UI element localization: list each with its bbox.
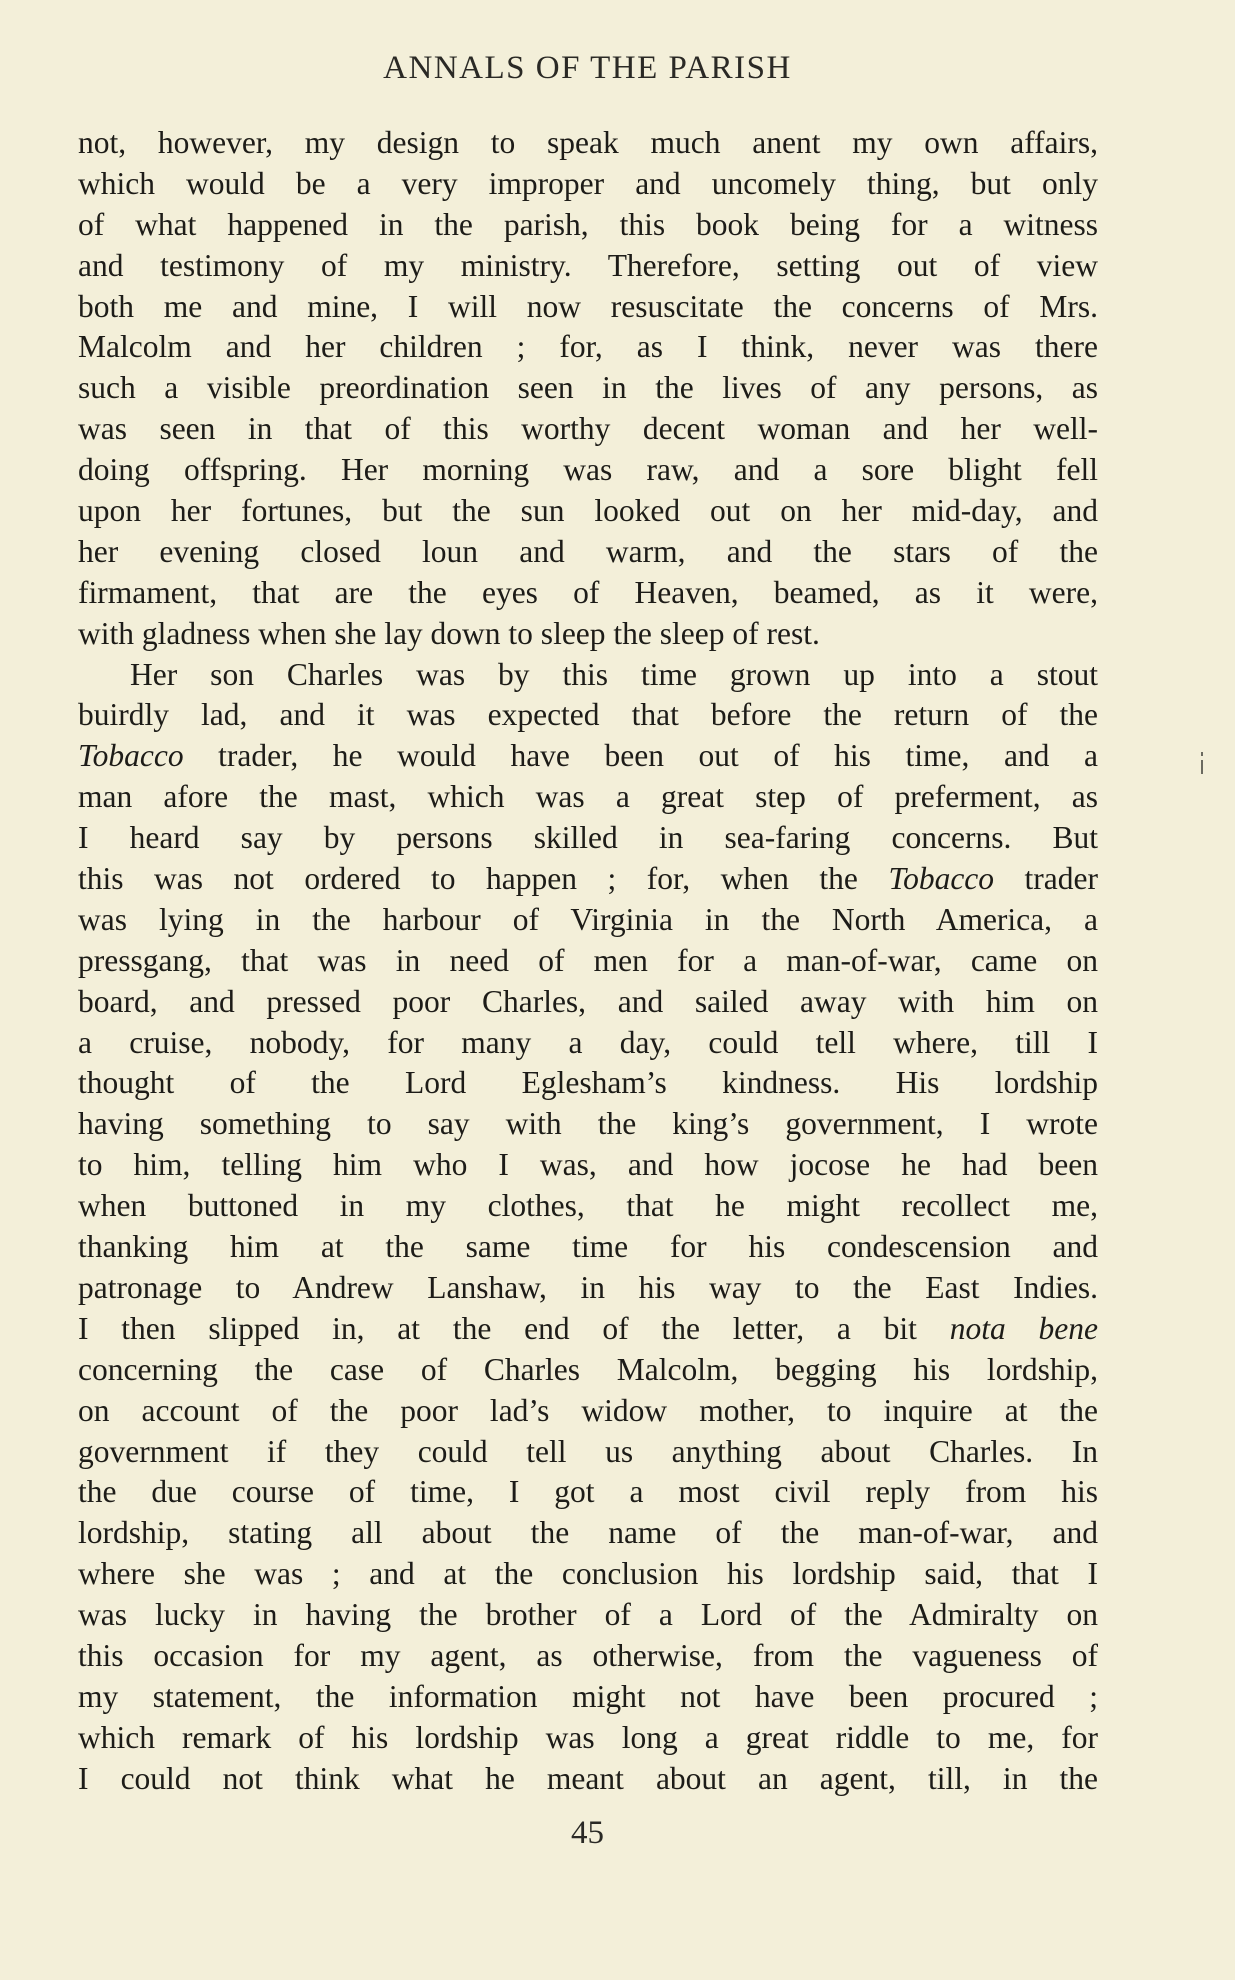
text-line	[78, 1268, 1098, 1309]
text-line	[78, 1023, 1098, 1064]
text-line	[78, 1186, 1098, 1227]
text-line	[78, 859, 1098, 900]
text-segment: having something to say with the king’s government, I wrote	[78, 1106, 1098, 1142]
text-segment: my statement, the information might not have been procured ;	[78, 1678, 1098, 1714]
text-segment: doing offspring. Her morning was raw, and a sore blight fell	[78, 452, 1098, 488]
text-segment: not, however, my design to speak much anent my own affairs,	[78, 125, 1098, 160]
text-line	[78, 1432, 1098, 1473]
text-line	[78, 614, 1098, 655]
text-segment: concerning the case of Charles Malcolm, begging his lordship,	[78, 1351, 1098, 1387]
text-segment: her evening closed loun and warm, and the stars of the	[78, 533, 1098, 569]
text-line	[78, 1718, 1098, 1759]
running-head: ANNALS OF THE PARISH	[383, 50, 792, 86]
text-line	[78, 1104, 1098, 1145]
text-segment: I heard say by persons skilled in sea-faring concerns. But	[78, 820, 1098, 856]
text-segment: which would be a very improper and uncomely thing, but only	[78, 165, 1098, 201]
text-line	[78, 123, 1098, 164]
text-segment: firmament, that are the eyes of Heaven, beamed, as it were,	[78, 574, 1098, 610]
text-segment: such a visible preordination seen in the lives of any persons, as	[78, 370, 1098, 406]
text-segment: of what happened in the parish, this book being for a witness	[78, 206, 1098, 242]
text-segment: I could not think what he meant about an agent, till, in the	[78, 1760, 1098, 1796]
text-line	[78, 1554, 1098, 1595]
text-line	[78, 1677, 1098, 1718]
text-line	[78, 1759, 1098, 1800]
text-segment: where she was ; and at the conclusion his lordship said, that I	[78, 1556, 1098, 1592]
text-line	[78, 573, 1098, 614]
text-segment: upon her fortunes, but the sun looked out on her mid-day, and	[78, 493, 1098, 529]
text-line	[78, 1309, 1098, 1350]
text-segment: and testimony of my ministry. Therefore, setting out of view	[78, 247, 1098, 283]
text-line	[78, 1063, 1098, 1104]
text-line	[78, 205, 1098, 246]
text-segment: thought of the Lord Eglesham’s kindness. His lordship	[78, 1065, 1098, 1101]
text-line	[78, 900, 1098, 941]
text-line	[78, 246, 1098, 287]
text-line	[78, 368, 1098, 409]
text-line	[78, 327, 1098, 368]
text-line	[78, 287, 1098, 328]
text-line	[78, 655, 1098, 696]
text-segment: Her son Charles was by this time grown up into a stout	[130, 656, 1098, 692]
text-segment: was lucky in having the brother of a Lord of the Admiralty on	[78, 1597, 1098, 1633]
text-line	[78, 1636, 1098, 1677]
margin-mark	[1200, 752, 1204, 778]
text-line	[78, 941, 1098, 982]
text-segment: on account of the poor lad’s widow mother, to inquire at the	[78, 1392, 1098, 1428]
text-segment: was seen in that of this worthy decent woman and her well-	[78, 411, 1098, 447]
text-line	[78, 695, 1098, 736]
text-segment: man afore the mast, which was a great step of preferment, as	[78, 779, 1098, 815]
text-segment: when buttoned in my clothes, that he might recollect me,	[78, 1188, 1098, 1224]
text-line	[78, 491, 1098, 532]
text-line	[78, 1350, 1098, 1391]
text-segment: trader, he would have been out of his time, and a	[183, 738, 1098, 774]
text-line	[78, 164, 1098, 205]
text-segment: both me and mine, I will now resuscitate the concerns of Mrs.	[78, 288, 1098, 324]
text-line	[78, 736, 1098, 777]
text-line	[78, 1513, 1098, 1554]
body-text	[78, 123, 1098, 1800]
text-line	[78, 777, 1098, 818]
text-line	[78, 409, 1098, 450]
text-segment: was lying in the harbour of Virginia in the North America, a	[78, 901, 1098, 937]
italic-text: Tobacco	[888, 861, 995, 897]
text-line	[78, 1472, 1098, 1513]
text-line	[78, 532, 1098, 573]
text-segment: I then slipped in, at the end of the letter, a bit	[78, 1310, 950, 1346]
text-line	[78, 982, 1098, 1023]
text-segment: thanking him at the same time for his condescension and	[78, 1229, 1098, 1265]
text-segment: this occasion for my agent, as otherwise, from the vagueness of	[78, 1637, 1098, 1673]
text-segment: this was not ordered to happen ; for, when the	[78, 861, 889, 897]
italic-text: nota bene	[949, 1310, 1098, 1346]
text-segment: pressgang, that was in need of men for a man-of-war, came on	[78, 942, 1098, 978]
text-segment: trader	[994, 861, 1098, 897]
text-line	[78, 1145, 1098, 1186]
italic-text: Tobacco	[78, 738, 184, 774]
text-segment: the due course of time, I got a most civil reply from his	[78, 1474, 1098, 1510]
text-segment: patronage to Andrew Lanshaw, in his way to the East Indies.	[78, 1269, 1098, 1305]
text-segment: buirdly lad, and it was expected that before the return of the	[78, 697, 1098, 733]
text-segment: to him, telling him who I was, and how jocose he had been	[78, 1147, 1098, 1183]
text-line	[78, 1391, 1098, 1432]
text-line	[78, 818, 1098, 859]
text-line	[78, 1227, 1098, 1268]
text-segment: which remark of his lordship was long a great riddle to me, for	[78, 1719, 1098, 1755]
text-segment: Malcolm and her children ; for, as I think, never was there	[78, 329, 1098, 365]
text-segment: a cruise, nobody, for many a day, could tell where, till I	[78, 1024, 1098, 1060]
text-segment: board, and pressed poor Charles, and sailed away with him on	[78, 983, 1098, 1019]
text-segment: with gladness when she lay down to sleep the sleep of rest.	[78, 615, 820, 651]
text-segment: lordship, stating all about the name of the man-of-war, and	[78, 1515, 1098, 1551]
text-line	[78, 1595, 1098, 1636]
text-line	[78, 450, 1098, 491]
page-number: 45	[571, 1815, 604, 1851]
text-segment: government if they could tell us anything about Charles. In	[78, 1433, 1098, 1469]
